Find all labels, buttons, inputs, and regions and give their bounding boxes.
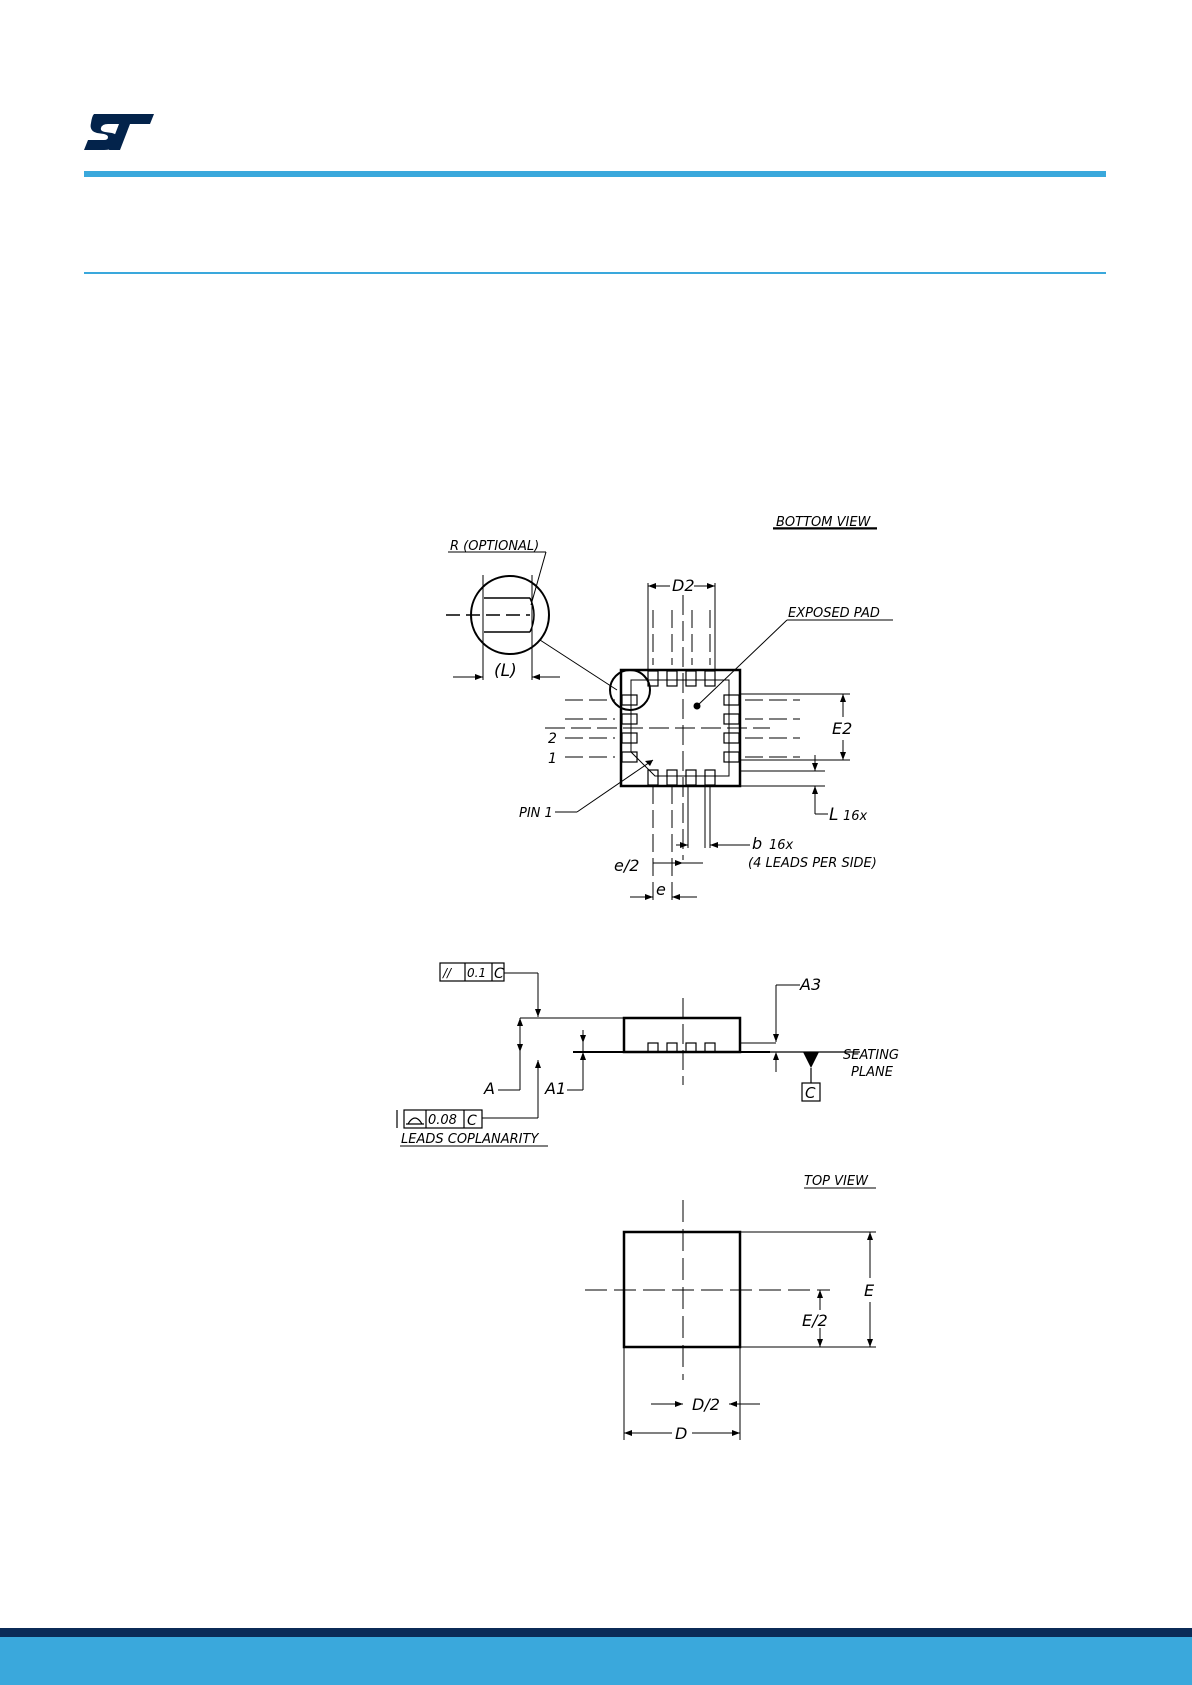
exposed-pad-label: EXPOSED PAD: [788, 606, 880, 621]
a3-label: A3: [800, 975, 822, 994]
plane-label: PLANE: [851, 1065, 893, 1080]
leads-coplanarity-label: LEADS COPLANARITY: [401, 1132, 539, 1147]
pin1-label: PIN 1: [519, 806, 553, 821]
b-label: b: [752, 834, 763, 853]
datum-c-label: C: [805, 1084, 816, 1102]
e-dimension-label: E: [864, 1281, 875, 1300]
parallelism-value: 0.1: [467, 966, 487, 980]
bottom-view-title: BOTTOM VIEW: [776, 515, 871, 530]
pin1-number-label: 1: [548, 751, 557, 767]
e-half-dimension-label: E/2: [802, 1311, 828, 1330]
coplanarity-datum: C: [467, 1113, 477, 1129]
a-label: A: [484, 1079, 495, 1098]
parallelism-datum: C: [494, 966, 504, 982]
footer-band-dark: [0, 1628, 1192, 1637]
seating-label: SEATING: [843, 1048, 899, 1063]
e-half-label: e/2: [614, 856, 640, 875]
a1-label: A1: [545, 1079, 567, 1098]
footer-band: [0, 1637, 1192, 1685]
l-detail-label: (L): [494, 661, 517, 681]
d-dimension-label: D: [675, 1424, 688, 1443]
parallelism-symbol: //: [443, 966, 452, 980]
e2-label: E2: [832, 719, 853, 738]
leads-per-side-note: (4 LEADS PER SIDE): [748, 856, 877, 871]
l-label: L: [829, 805, 839, 825]
d2-label: D2: [672, 576, 695, 595]
pin2-label: 2: [548, 731, 557, 747]
e-label: e: [656, 880, 666, 899]
l-count-label: 16x: [843, 809, 868, 824]
d-half-dimension-label: D/2: [692, 1395, 720, 1414]
coplanarity-value: 0.08: [428, 1113, 457, 1128]
top-view-title: TOP VIEW: [804, 1174, 868, 1189]
b-count-label: 16x: [769, 838, 794, 853]
r-optional-label: R (OPTIONAL): [450, 539, 540, 554]
